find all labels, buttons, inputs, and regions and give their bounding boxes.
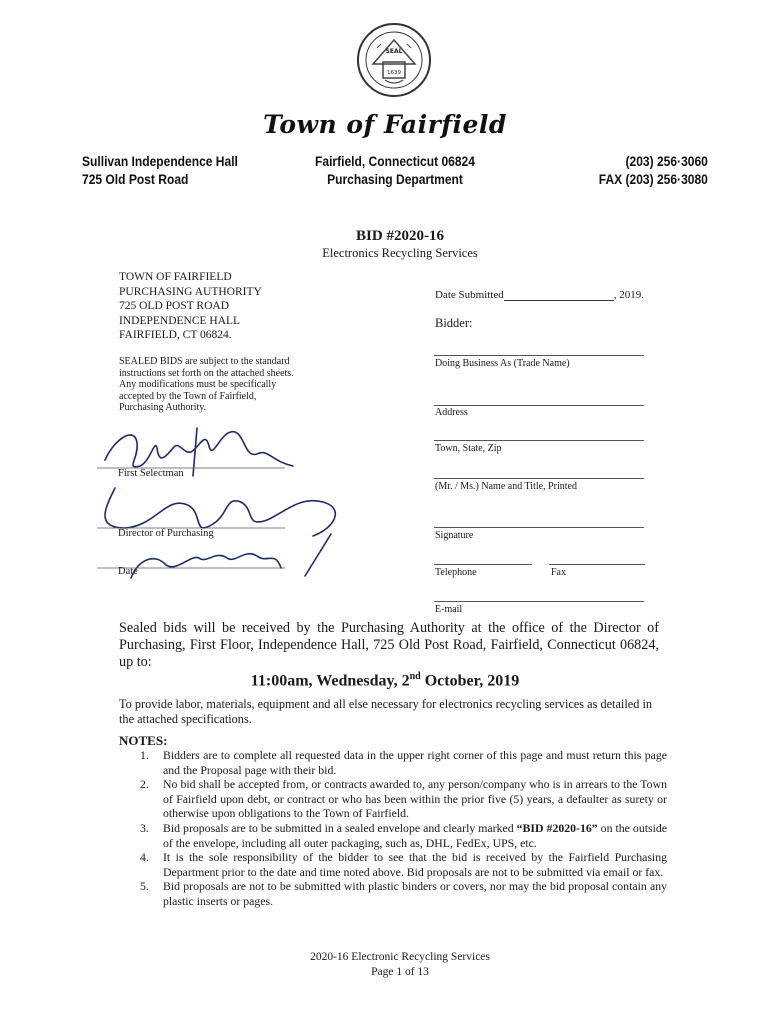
address-line: 725 OLD POST ROAD [119, 300, 230, 312]
address-line-field[interactable] [434, 405, 644, 406]
name-label: (Mr. / Ms.) Name and Title, Printed [435, 481, 577, 492]
authority-address [119, 270, 262, 343]
note-text: on the outside of the envelope, including all outer packaging, such as, DHL, FedEx, UPS, etc. [163, 820, 667, 850]
town-title: Town of Fairfield [263, 110, 507, 139]
note-line: Any modifications must be specifically [119, 379, 277, 390]
address-line: TOWN OF FAIRFIELD [119, 271, 232, 283]
dba-label: Doing Business As (Trade Name) [435, 358, 570, 369]
sealed-bids-note [119, 356, 329, 414]
town-line-field[interactable] [434, 440, 644, 441]
page-number: Page 1 of 13 [371, 966, 429, 978]
town-label: Town, State, Zip [435, 443, 502, 454]
scope-paragraph: To provide labor, materials, equipment and all else necessary for electronics recycling services as detailed in the attached specifications. [119, 697, 653, 726]
page-footer [0, 950, 770, 980]
date-submitted-blank[interactable] [504, 289, 614, 301]
address-line: INDEPENDENCE HALL [119, 314, 241, 327]
hall-address: 725 Old Post Road [82, 171, 189, 187]
phone-number: (203) 256·3060 [625, 153, 708, 169]
signature-line-field[interactable] [434, 527, 644, 528]
deadline-sup: nd [409, 671, 421, 682]
header-right [599, 152, 708, 188]
director-label: Director of Purchasing [118, 528, 214, 539]
city-state-zip: Fairfield, Connecticut 06824 [315, 153, 475, 169]
note-text: No bid shall be accepted from, or contracts awarded to, any person/company who is in arrears to the Town of Fairfield upon debt, or contract or who has been within the prior five (5) years, a defaulter as surety or otherwise upon obligations to the Town of Fairfield. [163, 777, 667, 821]
note-item [137, 879, 667, 908]
notes-list [137, 748, 667, 909]
telephone-line-field[interactable] [434, 564, 532, 565]
note-item [137, 777, 667, 821]
svg-text:SEAL: SEAL [385, 48, 403, 55]
note-text: Bid proposals are not to be submitted with plastic binders or covers, nor may the bid proposal contain any plastic inserts or pages. [163, 879, 667, 908]
signature-label: Signature [435, 530, 474, 541]
email-line-field[interactable] [434, 601, 644, 602]
note-line: accepted by the Town of Fairfield, [119, 390, 257, 402]
note-item [137, 821, 667, 850]
note-number: 2. [140, 777, 149, 792]
date-year: , 2019. [613, 289, 644, 301]
department-name: Purchasing Department [327, 171, 463, 187]
first-selectman-label: First Selectman [118, 468, 184, 479]
note-line: instructions set forth on the attached sheets. [119, 367, 294, 379]
town-seal-logo [355, 18, 433, 102]
header-center [283, 152, 507, 188]
note-item [137, 748, 667, 777]
header-left [82, 152, 238, 188]
note-bid-mark: “BID #2020-16” [516, 820, 598, 835]
address-label: Address [435, 407, 468, 418]
svg-text:1639: 1639 [387, 70, 401, 76]
note-number: 3. [140, 820, 149, 835]
bid-number: BID #2020-16 [356, 228, 444, 244]
note-text: Bid proposals are to be submitted in a sealed envelope and clearly marked [163, 820, 517, 835]
telephone-label: Telephone [435, 567, 477, 578]
fax-line-field[interactable] [549, 564, 645, 565]
email-label: E-mail [435, 604, 463, 615]
bidder-label: Bidder: [435, 316, 473, 330]
note-item [137, 850, 667, 879]
intro-paragraph: Sealed bids will be received by the Purchasing Authority at the office of the Director of Purchasing, First Floor, Independence Hall, 725 Old Post Road, Fairfield, Connecticut 06824, up to: [119, 620, 659, 670]
address-line: PURCHASING AUTHORITY [119, 285, 262, 298]
dba-line[interactable] [434, 355, 644, 356]
deadline [0, 671, 770, 690]
notes-title: NOTES: [119, 733, 168, 748]
bid-subtitle: Electronics Recycling Services [322, 246, 478, 260]
handwritten-signatures [95, 418, 375, 588]
note-line: SEALED BIDS are subject to the standard [119, 356, 290, 367]
hall-name: Sullivan Independence Hall [82, 153, 238, 169]
address-line: FAIRFIELD, CT 06824. [119, 329, 232, 341]
note-line: Purchasing Authority. [119, 402, 207, 413]
name-line-field[interactable] [434, 478, 644, 479]
note-number: 5. [140, 879, 149, 894]
date-label: Date [118, 566, 138, 577]
fax-number: FAX (203) 256·3080 [598, 171, 708, 187]
note-number: 4. [140, 850, 149, 865]
note-number: 1. [140, 748, 149, 762]
date-submitted-field[interactable] [435, 289, 644, 301]
date-submitted-label: Date Submitted [435, 289, 504, 301]
deadline-post: October, 2019 [420, 672, 520, 690]
deadline-pre: 11:00am, Wednesday, 2 [250, 672, 410, 690]
note-text: It is the sole responsibility of the bidder to see that the bid is received by the Fairfield Purchasing Department prior to the date and time noted above. Bid proposals are not to be submitted via email or fax. [163, 850, 667, 879]
footer-title: 2020-16 Electronic Recycling Services [310, 951, 490, 963]
fax-label: Fax [551, 567, 566, 578]
note-text: Bidders are to complete all requested data in the upper right corner of this page and must return this page and the Proposal page with their bid. [163, 748, 667, 777]
